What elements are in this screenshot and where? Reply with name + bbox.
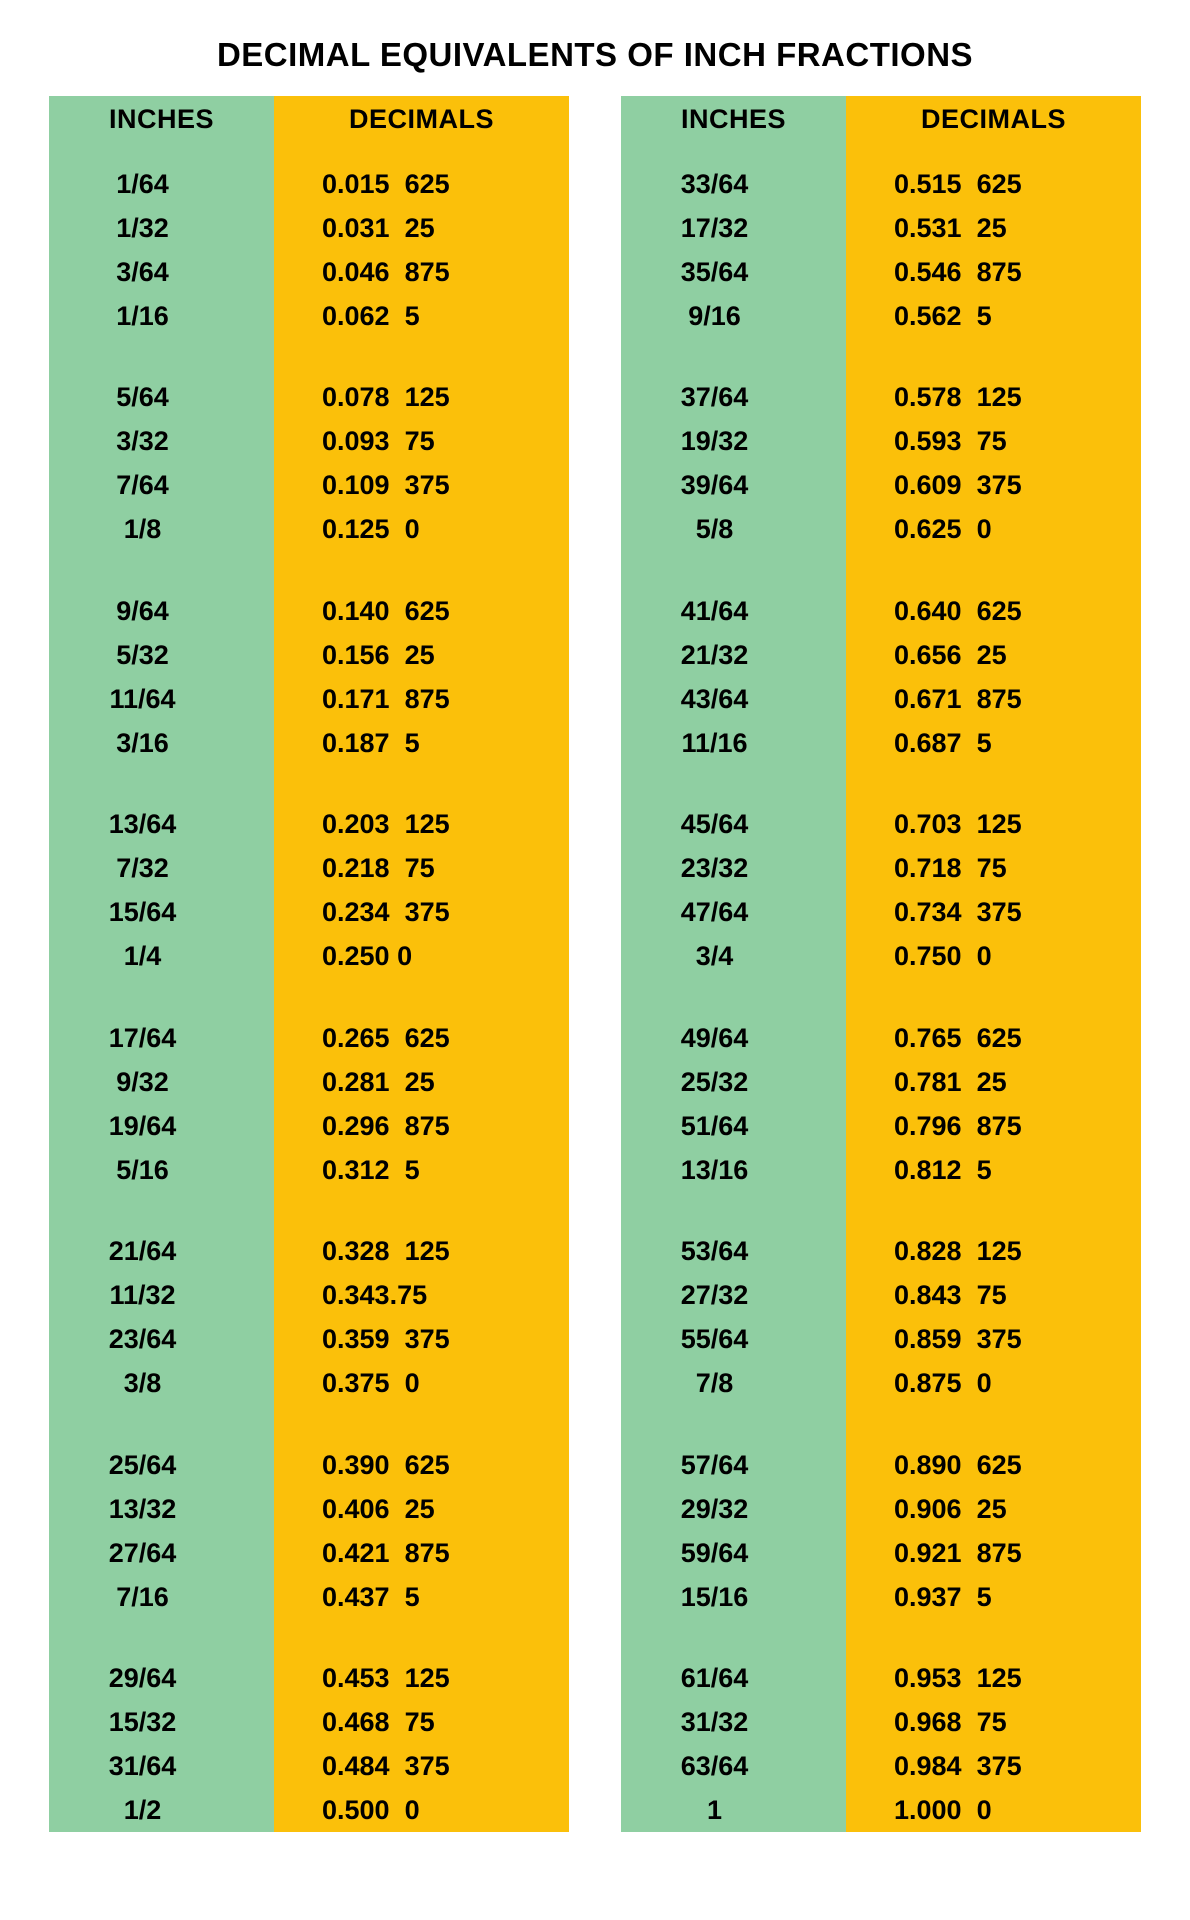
decimal-cell: 0.234 375 — [322, 897, 450, 928]
fraction-cell: 53/64 — [680, 1236, 749, 1267]
fraction-cell: 1/64 — [116, 169, 169, 199]
fraction-cell: 19/32 — [680, 426, 749, 457]
fraction-cell: 1/8 — [123, 514, 162, 545]
group-spacer — [49, 1619, 274, 1656]
group-spacer — [846, 765, 1141, 802]
decimal-cell: 0.968 75 — [894, 1706, 1007, 1737]
group-spacer — [846, 1405, 1141, 1442]
fraction-cell: 61/64 — [680, 1662, 749, 1693]
decimal-cell: 0.375 0 — [322, 1368, 420, 1399]
fraction-cell: 3/64 — [116, 257, 169, 287]
column-header-decimals: DECIMALS — [274, 96, 569, 142]
column-header-decimals: DECIMALS — [846, 96, 1141, 142]
decimal-cell: 0.890 625 — [894, 1449, 1022, 1480]
decimal-cell: 0.828 125 — [894, 1236, 1022, 1267]
decimal-cell: 0.328 125 — [322, 1236, 450, 1267]
decimal-cell: 0.812 5 — [894, 1154, 992, 1185]
group-spacer — [621, 1405, 846, 1442]
group-spacer — [621, 1619, 846, 1656]
table-left — [49, 96, 569, 1832]
decimal-cell: 0.437 5 — [322, 1581, 420, 1612]
decimal-cell: 0.671 875 — [894, 683, 1022, 714]
fraction-cell: 13/16 — [680, 1154, 749, 1185]
group-spacer — [846, 1192, 1141, 1229]
decimal-cell: 0.140 625 — [322, 595, 450, 626]
decimal-cell: 0.515 625 — [894, 169, 1022, 199]
group-spacer — [274, 765, 569, 802]
decimal-cell: 0.281 25 — [322, 1066, 435, 1097]
group-spacer — [846, 1619, 1141, 1656]
fraction-cell: 5/64 — [116, 382, 169, 413]
decimal-cell: 0.312 5 — [322, 1154, 420, 1185]
fraction-cell: 41/64 — [680, 595, 749, 626]
fraction-cell: 11/16 — [681, 727, 748, 758]
table-left-header-row — [49, 96, 569, 142]
group-spacer — [274, 1192, 569, 1229]
group-spacer — [846, 551, 1141, 588]
decimal-cell: 0.046 875 — [322, 257, 450, 287]
table-left-body — [49, 142, 569, 1832]
decimal-cell: 0.656 25 — [894, 639, 1007, 670]
table-left-decimals-column — [274, 142, 569, 1832]
table-right-inches-column — [621, 142, 846, 1832]
fraction-cell: 9/64 — [116, 595, 169, 626]
fraction-cell: 3/8 — [123, 1368, 162, 1399]
fraction-cell: 7/16 — [116, 1581, 169, 1612]
decimal-cell: 0.593 75 — [894, 426, 1007, 457]
fraction-cell: 11/32 — [109, 1280, 176, 1311]
decimal-cell: 0.937 5 — [894, 1581, 992, 1612]
fraction-cell: 25/64 — [108, 1449, 177, 1480]
decimal-cell: 0.125 0 — [322, 514, 420, 545]
decimal-cell: 0.906 25 — [894, 1493, 1007, 1524]
page-title: DECIMAL EQUIVALENTS OF INCH FRACTIONS — [216, 36, 974, 73]
decimal-cell: 0.984 375 — [894, 1750, 1022, 1781]
decimal-cell: 0.765 625 — [894, 1022, 1022, 1053]
decimal-cell: 0.484 375 — [322, 1750, 450, 1781]
decimal-cell: 0.421 875 — [322, 1537, 450, 1568]
fraction-cell: 29/64 — [108, 1662, 177, 1693]
group-spacer — [49, 551, 274, 588]
fraction-cell: 15/64 — [108, 897, 177, 928]
fraction-cell: 7/32 — [116, 853, 169, 884]
decimal-cell: 0.250 0 — [322, 941, 413, 972]
decimal-cell: 0.859 375 — [894, 1324, 1022, 1355]
table-right-header-row — [621, 96, 1141, 142]
decimal-cell: 0.390 625 — [322, 1449, 450, 1480]
fraction-cell: 5/8 — [695, 514, 734, 545]
fraction-cell: 5/16 — [116, 1154, 169, 1185]
decimal-cell: 0.921 875 — [894, 1537, 1022, 1568]
fraction-cell: 49/64 — [680, 1022, 749, 1053]
fraction-cell: 25/32 — [680, 1066, 749, 1097]
fraction-cell: 23/64 — [108, 1324, 177, 1355]
decimal-cell: 0.062 5 — [322, 301, 420, 331]
decimal-cell: 0.781 25 — [894, 1066, 1007, 1097]
decimal-cell: 0.078 125 — [322, 382, 450, 413]
column-header-inches: INCHES — [621, 96, 846, 142]
fraction-cell: 57/64 — [680, 1449, 749, 1480]
fraction-cell: 1/32 — [116, 213, 169, 243]
fraction-cell: 17/64 — [108, 1022, 177, 1053]
fraction-cell: 27/64 — [108, 1537, 177, 1568]
group-spacer — [846, 978, 1141, 1015]
group-spacer — [49, 1405, 274, 1442]
fraction-cell: 3/4 — [695, 941, 734, 972]
group-spacer — [274, 978, 569, 1015]
group-spacer — [274, 338, 569, 375]
group-spacer — [621, 1192, 846, 1229]
fraction-cell: 27/32 — [680, 1280, 749, 1311]
fraction-cell: 1/2 — [123, 1794, 162, 1825]
fraction-cell: 15/32 — [108, 1706, 177, 1737]
fraction-cell: 1/4 — [123, 941, 162, 972]
decimal-cell: 0.750 0 — [894, 941, 992, 972]
decimal-cell: 0.265 625 — [322, 1022, 450, 1053]
group-spacer — [274, 1405, 569, 1442]
table-right-body — [621, 142, 1141, 1832]
group-spacer — [274, 551, 569, 588]
decimal-cell: 0.031 25 — [322, 213, 435, 243]
fraction-cell: 35/64 — [680, 257, 749, 287]
decimal-cell: 0.453 125 — [322, 1662, 450, 1693]
fraction-cell: 39/64 — [680, 470, 749, 501]
fraction-cell: 37/64 — [680, 382, 749, 413]
decimal-cell: 0.734 375 — [894, 897, 1022, 928]
decimal-cell: 0.359 375 — [322, 1324, 450, 1355]
decimal-cell: 0.953 125 — [894, 1662, 1022, 1693]
decimal-cell: 0.015 625 — [322, 169, 450, 199]
group-spacer — [49, 338, 274, 375]
decimal-cell: 0.687 5 — [894, 727, 992, 758]
decimal-cell: 0.562 5 — [894, 301, 992, 331]
fraction-cell: 7/8 — [695, 1368, 734, 1399]
fraction-cell: 59/64 — [680, 1537, 749, 1568]
decimal-cell: 0.218 75 — [322, 853, 435, 884]
table-right — [621, 96, 1141, 1832]
decimal-cell: 0.187 5 — [322, 727, 420, 758]
decimal-cell: 1.000 0 — [894, 1794, 992, 1825]
decimal-cell: 0.546 875 — [894, 257, 1022, 287]
fraction-cell: 7/64 — [116, 470, 169, 501]
column-header-inches: INCHES — [49, 96, 274, 142]
fraction-cell: 13/32 — [108, 1493, 177, 1524]
decimal-cell: 0.875 0 — [894, 1368, 992, 1399]
fraction-cell: 9/32 — [116, 1066, 169, 1097]
group-spacer — [621, 978, 846, 1015]
fraction-cell: 21/32 — [680, 639, 749, 670]
fraction-cell: 3/32 — [116, 426, 169, 457]
decimal-cell: 0.296 875 — [322, 1110, 450, 1141]
fraction-cell: 13/64 — [108, 809, 177, 840]
group-spacer — [846, 338, 1141, 375]
fraction-cell: 1/16 — [116, 301, 169, 331]
decimal-cell: 0.171 875 — [322, 683, 450, 714]
group-spacer — [621, 551, 846, 588]
tables-container — [0, 96, 1190, 1832]
group-spacer — [49, 1192, 274, 1229]
decimal-cell: 0.093 75 — [322, 426, 435, 457]
fraction-cell: 51/64 — [680, 1110, 749, 1141]
decimal-cell: 0.109 375 — [322, 470, 450, 501]
group-spacer — [49, 765, 274, 802]
decimal-cell: 0.718 75 — [894, 853, 1007, 884]
decimal-cell: 0.156 25 — [322, 639, 435, 670]
group-spacer — [621, 765, 846, 802]
fraction-cell: 19/64 — [108, 1110, 177, 1141]
fraction-cell: 33/64 — [680, 169, 749, 199]
decimal-cell: 0.500 0 — [322, 1794, 420, 1825]
fraction-cell: 17/32 — [680, 213, 749, 243]
decimal-cell: 0.531 25 — [894, 213, 1007, 243]
decimal-cell: 0.609 375 — [894, 470, 1022, 501]
fraction-cell: 63/64 — [680, 1750, 749, 1781]
fraction-cell: 55/64 — [680, 1324, 749, 1355]
group-spacer — [49, 978, 274, 1015]
fraction-cell: 15/16 — [680, 1581, 749, 1612]
group-spacer — [621, 338, 846, 375]
decimal-cell: 0.796 875 — [894, 1110, 1022, 1141]
fraction-cell: 47/64 — [680, 897, 749, 928]
decimal-cell: 0.343.75 — [322, 1280, 428, 1311]
fraction-cell: 11/64 — [109, 683, 176, 714]
fraction-cell: 9/16 — [688, 301, 741, 331]
fraction-cell: 45/64 — [680, 809, 749, 840]
fraction-cell: 1 — [706, 1794, 723, 1825]
fraction-cell: 31/32 — [680, 1706, 749, 1737]
table-left-inches-column — [49, 142, 274, 1832]
decimal-cell: 0.843 75 — [894, 1280, 1007, 1311]
fraction-cell: 3/16 — [116, 727, 169, 758]
fraction-cell: 5/32 — [116, 639, 169, 670]
fraction-cell: 29/32 — [680, 1493, 749, 1524]
fraction-cell: 23/32 — [680, 853, 749, 884]
decimal-cell: 0.578 125 — [894, 382, 1022, 413]
decimal-cell: 0.203 125 — [322, 809, 450, 840]
group-spacer — [274, 1619, 569, 1656]
fraction-cell: 31/64 — [108, 1750, 177, 1781]
decimal-cell: 0.703 125 — [894, 809, 1022, 840]
decimal-cell: 0.468 75 — [322, 1706, 435, 1737]
fraction-cell: 21/64 — [108, 1236, 177, 1267]
fraction-cell: 43/64 — [680, 683, 749, 714]
decimal-cell: 0.406 25 — [322, 1493, 435, 1524]
table-right-decimals-column — [846, 142, 1141, 1832]
decimal-cell: 0.625 0 — [894, 514, 992, 545]
decimal-cell: 0.640 625 — [894, 595, 1022, 626]
